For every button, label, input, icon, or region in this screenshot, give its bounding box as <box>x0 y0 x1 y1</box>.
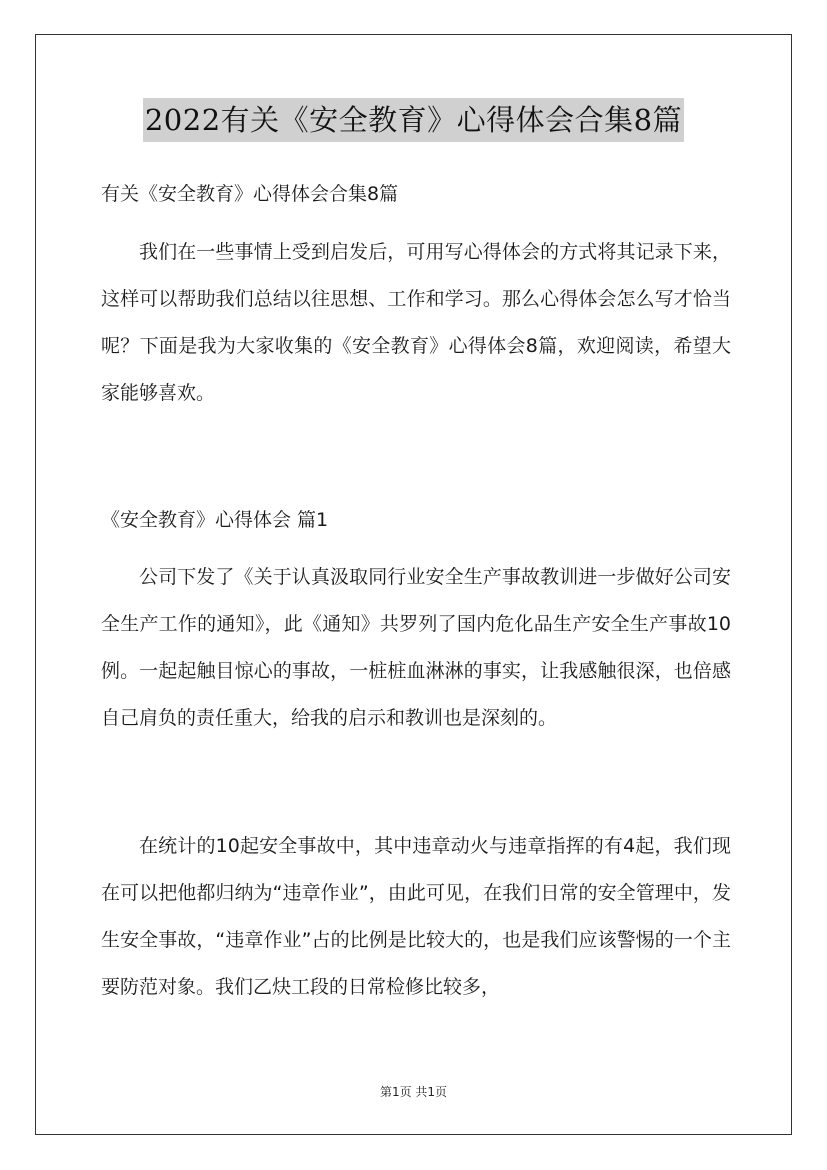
body-paragraph-2: 在统计的10起安全事故中，其中违章动火与违章指挥的有4起，我们现在可以把他都归纳为“违章作业”，由此可见，在我们日常的安全管理中，发生安全事故，“违章作业”占的比例是比较大的，也是我们应该警惕的一个主要防范对象。我们乙炔工段的日常检修比较多， <box>101 835 731 998</box>
document-subtitle: 有关《安全教育》心得体会合集8篇 <box>101 183 399 205</box>
section-heading: 《安全教育》心得体会 篇1 <box>101 509 329 531</box>
document-title: 2022有关《安全教育》心得体会合集8篇 <box>143 98 684 142</box>
page-footer: 第1页 共1页 <box>379 1085 448 1099</box>
title-container <box>0 98 827 142</box>
intro-paragraph: 我们在一些事情上受到启发后，可用写心得体会的方式将其记录下来，这样可以帮助我们总结以往思想、工作和学习。那么心得体会怎么写才恰当呢？下面是我为大家收集的《安全教育》心得体会8篇，欢迎阅读，希望大家能够喜欢。 <box>101 241 731 404</box>
body-paragraph-1: 公司下发了《关于认真汲取同行业安全生产事故教训进一步做好公司安全生产工作的通知》，此《通知》共罗列了国内危化品生产安全生产事故10例。一起起触目惊心的事故，一桩桩血淋淋的事实，让我感触很深，也倍感自己肩负的责任重大，给我的启示和教训也是深刻的。 <box>101 566 731 729</box>
